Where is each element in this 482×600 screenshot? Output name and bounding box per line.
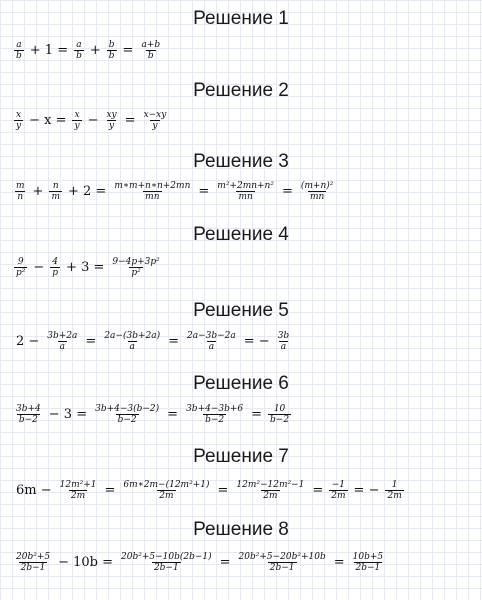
fraction-numerator: 3b+4−3(b−2) <box>95 404 160 414</box>
fraction <box>14 40 24 61</box>
fraction-denominator: m <box>51 192 60 202</box>
operator: = <box>281 184 293 199</box>
fraction <box>14 110 23 131</box>
fraction-denominator: mn <box>145 192 160 202</box>
fraction-denominator: y <box>16 121 22 131</box>
solution-7-equation <box>12 480 406 501</box>
fraction-numerator: xy <box>106 110 117 120</box>
operator: = <box>124 113 136 128</box>
fraction-numerator: m²+2mn+n² <box>217 181 274 191</box>
operator: = <box>219 555 231 570</box>
solution-2-equation <box>12 110 170 131</box>
fraction-denominator: 2m <box>263 491 278 501</box>
fraction-numerator: 10 <box>273 404 286 414</box>
fraction <box>14 257 27 278</box>
solution-1-heading: Решение 1 <box>193 8 289 29</box>
fraction-denominator: b <box>76 51 82 61</box>
fraction-numerator: 10b+5 <box>352 552 384 562</box>
fraction <box>234 480 306 501</box>
fraction <box>112 181 192 202</box>
fraction <box>93 404 161 425</box>
fraction <box>58 480 99 501</box>
fraction-denominator: mn <box>309 192 325 202</box>
operator: = <box>85 334 97 349</box>
fraction-denominator: 2b−1 <box>269 563 295 573</box>
fraction-numerator: 12m²+1 <box>59 480 97 490</box>
operator: = <box>168 334 180 349</box>
fraction-denominator: y <box>74 121 80 131</box>
fraction-denominator: b <box>108 51 115 61</box>
operator: = <box>122 43 134 58</box>
fraction-denominator: mn <box>238 192 253 202</box>
operator: − 10b = <box>58 555 114 570</box>
fraction-numerator: a+b <box>141 40 161 50</box>
fraction-numerator: a <box>16 40 22 50</box>
operator: − <box>33 260 45 275</box>
fraction-denominator: 2b−1 <box>20 563 46 573</box>
operator: + <box>89 43 101 58</box>
fraction-numerator: x <box>16 110 22 120</box>
operator: = <box>251 407 263 422</box>
fraction <box>72 110 81 131</box>
fraction <box>104 110 118 131</box>
solution-7-heading: Решение 7 <box>193 446 289 467</box>
operator: = − <box>243 334 270 349</box>
fraction-denominator: 2m <box>331 491 346 501</box>
fraction-numerator: m∗m+n∗n+2mn <box>114 181 191 191</box>
fraction-denominator: b−2 <box>117 415 137 425</box>
fraction-denominator: b−2 <box>270 415 290 425</box>
operator: − <box>87 113 99 128</box>
fraction-denominator: a <box>280 342 287 352</box>
fraction-numerator: 6m∗2m−(12m²+1) <box>123 480 210 490</box>
fraction-numerator: a <box>76 40 82 50</box>
operator: + 3 = <box>66 260 105 275</box>
fraction <box>14 181 27 202</box>
solution-6-equation <box>12 404 293 425</box>
fraction-denominator: a <box>59 342 66 352</box>
operator: + 1 = <box>29 43 69 58</box>
fraction-numerator: 2a−(3b+2a) <box>104 331 161 341</box>
fraction-denominator: 2b−1 <box>355 563 381 573</box>
fraction-numerator: 9−4p+3p² <box>112 257 160 267</box>
fraction <box>110 257 161 278</box>
fraction-denominator: 2m <box>387 491 402 501</box>
fraction-denominator: b <box>16 51 22 61</box>
fraction <box>142 110 169 131</box>
fraction <box>299 181 336 202</box>
operator: = <box>198 184 210 199</box>
fraction <box>119 552 214 573</box>
fraction <box>74 40 84 61</box>
solution-1-equation <box>12 40 164 61</box>
fraction <box>185 331 238 352</box>
fraction <box>385 480 403 501</box>
operator: = − <box>353 483 380 498</box>
fraction-numerator: 1 <box>391 480 398 490</box>
fraction-denominator: b <box>147 51 154 61</box>
fraction-denominator: 2b−1 <box>153 563 179 573</box>
operator: + <box>32 184 44 199</box>
operator: = <box>167 407 179 422</box>
fraction-numerator: −1 <box>331 480 346 490</box>
fraction-denominator: a <box>208 342 215 352</box>
fraction <box>107 40 117 61</box>
fraction <box>276 331 292 352</box>
fraction-numerator: b <box>108 40 115 50</box>
fraction <box>139 40 162 61</box>
fraction-numerator: 9 <box>17 257 24 267</box>
operator: 2 − <box>16 334 40 349</box>
solution-5-heading: Решение 5 <box>193 300 289 321</box>
fraction <box>102 331 162 352</box>
operator: = <box>312 483 324 498</box>
fraction-numerator: n <box>52 181 59 191</box>
fraction-denominator: p <box>52 268 59 278</box>
solution-8-heading: Решение 8 <box>193 519 289 540</box>
operator: − 3 = <box>48 407 88 422</box>
fraction <box>215 181 276 202</box>
fraction-numerator: 12m²−12m²−1 <box>236 480 305 490</box>
fraction <box>351 552 385 573</box>
solution-6-heading: Решение 6 <box>193 373 289 394</box>
solution-3-heading: Решение 3 <box>193 151 289 172</box>
fraction-numerator: 4 <box>52 257 59 267</box>
fraction-numerator: 20b²+5 <box>16 552 51 562</box>
operator: = <box>104 483 116 498</box>
fraction-denominator: a <box>129 342 135 352</box>
fraction <box>50 257 60 278</box>
fraction <box>45 331 79 352</box>
fraction-numerator: m <box>16 181 25 191</box>
operator: + 2 = <box>68 184 107 199</box>
fraction <box>14 552 52 573</box>
fraction-numerator: 3b+2a <box>47 331 78 341</box>
fraction-numerator: 2a−3b−2a <box>187 331 236 341</box>
fraction-denominator: b−2 <box>18 415 38 425</box>
fraction <box>14 404 43 425</box>
fraction-denominator: p² <box>16 268 26 278</box>
operator: − x = <box>29 113 67 128</box>
fraction-numerator: x <box>74 110 80 120</box>
fraction-denominator: 2m <box>70 491 86 501</box>
solution-5-equation <box>12 331 293 352</box>
fraction-denominator: p² <box>131 268 141 278</box>
fraction-numerator: 20b²+5−20b²+10b <box>238 552 326 562</box>
fraction-denominator: y <box>109 121 115 131</box>
solution-4-equation <box>12 257 164 278</box>
operator: = <box>333 555 345 570</box>
operator: = <box>217 483 229 498</box>
fraction-denominator: 2m <box>159 491 174 501</box>
fraction-numerator: 3b+4 <box>16 404 41 414</box>
fraction <box>237 552 328 573</box>
fraction-denominator: y <box>152 121 158 131</box>
solution-2-heading: Решение 2 <box>193 80 289 101</box>
fraction <box>329 480 347 501</box>
fraction-numerator: 20b²+5−10b(2b−1) <box>121 552 212 562</box>
operator: 6m − <box>16 483 52 498</box>
solution-4-heading: Решение 4 <box>193 224 289 245</box>
solution-8-equation <box>12 552 387 573</box>
fraction-numerator: (m+n)² <box>300 181 334 191</box>
fraction <box>121 480 211 501</box>
fraction <box>49 181 62 202</box>
fraction <box>184 404 245 425</box>
fraction-numerator: 3b <box>277 331 290 341</box>
fraction-denominator: n <box>17 192 24 202</box>
fraction-denominator: b−2 <box>205 415 225 425</box>
fraction-numerator: 3b+4−3b+6 <box>186 404 244 414</box>
fraction <box>268 404 291 425</box>
fraction-numerator: x−xy <box>143 110 167 120</box>
solution-3-equation <box>12 181 337 202</box>
